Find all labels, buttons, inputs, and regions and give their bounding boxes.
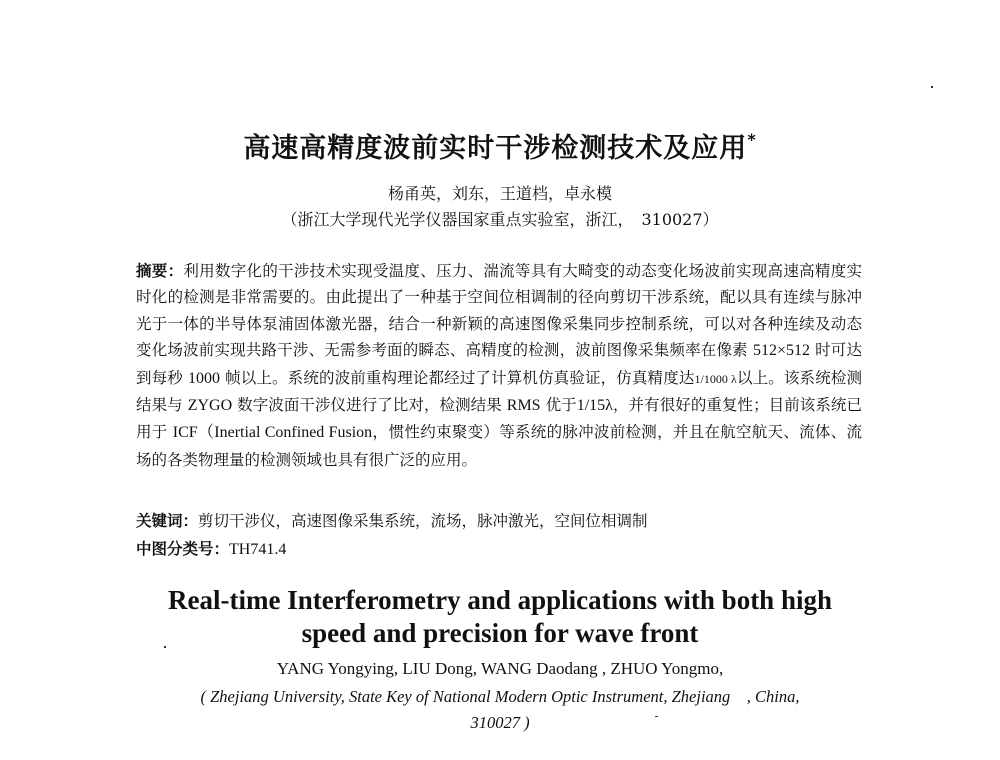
english-title xyxy=(0,584,1000,650)
abstract-text-4: 以上。该系统检测结果与 xyxy=(136,368,862,415)
classification-number: TH741.4 xyxy=(229,541,287,558)
abstract-text-7: ，并有很好的重复性；目前该系统已用于 xyxy=(136,396,862,442)
abstract-text-6: 优于 xyxy=(540,396,577,415)
abstract-sim-precision: 1/1000 λ xyxy=(694,371,737,386)
abstract-text-3: 帧以上。系统的波前重构理论都经过了计算机仿真验证，仿真精度达 xyxy=(220,368,695,387)
classification-line xyxy=(136,537,286,559)
scan-speck xyxy=(931,86,933,88)
abstract-rms-value: 1/15λ xyxy=(576,397,613,415)
footnote-mark: * xyxy=(747,130,757,149)
chinese-abstract xyxy=(136,258,862,473)
keywords-label: 关键词： xyxy=(136,512,199,530)
abstract-text-2: 时可达到每秒 xyxy=(136,341,862,387)
abstract-label: 摘要： xyxy=(136,262,184,280)
english-affiliation xyxy=(150,684,850,736)
english-authors: YANG Yongying, LIU Dong, WANG Daodang , ZHUO Yongmo, xyxy=(276,659,724,678)
abstract-fps: 1000 xyxy=(188,369,221,387)
abstract-text-8: 惯性约束聚变）等系统的脉冲波前检测，并且在航空航天、流体、流场的各类物理量的检测领域也具有很广泛的应用。 xyxy=(136,423,862,469)
english-title-line-2: speed and precision for wave front xyxy=(301,618,699,648)
chinese-title xyxy=(0,126,1000,165)
scan-speck xyxy=(164,646,166,648)
abstract-pixels: 512×512 xyxy=(752,342,810,360)
keywords-text: 剪切干涉仪，高速图像采集系统，流场，脉冲激光，空间位相调制 xyxy=(198,512,648,530)
abstract-icf: ICF（Inertial Confined Fusion， xyxy=(172,424,389,442)
classification-label: 中图分类号： xyxy=(136,540,230,558)
english-affiliation-line-1: ( Zhejiang University, State Key of National Modern Optic Instrument, Zhejiang , China, xyxy=(200,687,800,706)
abstract-rms: RMS xyxy=(506,397,541,415)
abstract-zygo: ZYGO xyxy=(187,397,233,415)
chinese-affiliation: （浙江大学现代光学仪器国家重点实验室，浙江， 310027） xyxy=(281,210,719,229)
chinese-title-text: 高速高精度波前实时干涉检测技术及应用 xyxy=(243,133,748,164)
chinese-authors: 杨甬英，刘东，王道档，卓永模 xyxy=(387,184,612,203)
scan-speck xyxy=(655,716,658,717)
abstract-text-1: 利用数字化的干涉技术实现受温度、压力、湍流等具有大畸变的动态变化场波前实现高速高精度实时化的检测是非常需要的。由此提出了一种基于空间位相调制的径向剪切干涉系统，配以具有连续与脉冲光于一体的半导体泵浦固体激光器，结合一种新颖的高速图像采集同步控制系统，可以对各种连续及动态变化场波前实现共路干涉、无需参考面的瞬态、高精度的检测，波前图像采集频率在像素 xyxy=(136,262,862,360)
keywords-line xyxy=(136,509,648,531)
english-title-line-1: Real-time Interferometry and applications with both high xyxy=(168,585,832,615)
english-affiliation-line-2: 310027 ) xyxy=(470,713,530,732)
abstract-text-5: 数字波面干涉仪进行了比对，检测结果 xyxy=(232,396,507,415)
